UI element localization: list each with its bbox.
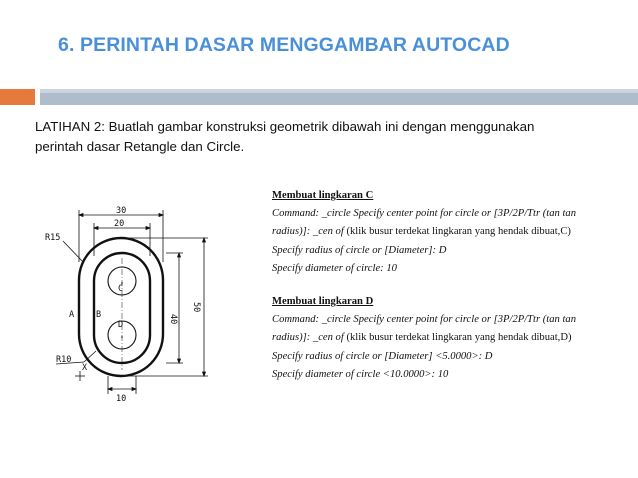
accent-bar-orange bbox=[0, 89, 35, 105]
section-d-line-3: Specify radius of circle or [Diameter] <5.0000>: D bbox=[272, 350, 493, 362]
section-d-line-1: Command: _circle Specify center point for circle or [3P/2P/Ttr (tan tan bbox=[272, 314, 577, 326]
dim-30-label: 30 bbox=[116, 206, 127, 216]
section-c-line-1: Command: _circle Specify center point for circle or [3P/2P/Ttr (tan tan bbox=[272, 208, 577, 220]
radius-r10-label: R10 bbox=[56, 355, 72, 365]
dim-20-label: 20 bbox=[114, 219, 125, 229]
label-b: B bbox=[96, 310, 102, 320]
section-c-heading: Membuat lingkaran C bbox=[272, 190, 374, 201]
label-a: A bbox=[69, 310, 75, 320]
section-c-line-3: Specify radius of circle or [Diameter]: D bbox=[272, 244, 447, 256]
autocad-command-notes bbox=[272, 187, 612, 384]
exercise-instructions bbox=[35, 117, 595, 157]
section-d-line-4: Specify diameter of circle <10.0000>: 10 bbox=[272, 368, 449, 380]
label-d: D bbox=[118, 320, 124, 330]
section-d-heading: Membuat lingkaran D bbox=[272, 296, 374, 308]
section-d-line-2: radius)]: _cen of (klik busur terdekat lingkaran yang hendak dibuat,D) bbox=[272, 332, 572, 344]
dim-10-label: 10 bbox=[116, 394, 127, 402]
autocad-drawing bbox=[36, 190, 216, 402]
instructions-line-1: LATIHAN 2: Buatlah gambar konstruksi geometrik dibawah ini dengan menggunakan bbox=[35, 119, 535, 134]
slide-title: 6. PERINTAH DASAR MENGGAMBAR AUTOCAD bbox=[58, 34, 510, 56]
instructions-line-2: perintah dasar Retangle dan Circle. bbox=[35, 139, 245, 154]
dim-40-label: 40 bbox=[168, 314, 178, 325]
label-x: X bbox=[82, 363, 88, 373]
dim-50-label: 50 bbox=[191, 302, 201, 313]
label-c: C bbox=[118, 284, 124, 294]
radius-r15-label: R15 bbox=[45, 233, 61, 243]
section-c-line-4: Specify diameter of circle: 10 bbox=[272, 262, 397, 274]
section-c-line-2: radius)]: _cen of (klik busur terdekat lingkaran yang hendak dibuat,C) bbox=[272, 226, 571, 238]
accent-bar-gray bbox=[40, 89, 638, 105]
